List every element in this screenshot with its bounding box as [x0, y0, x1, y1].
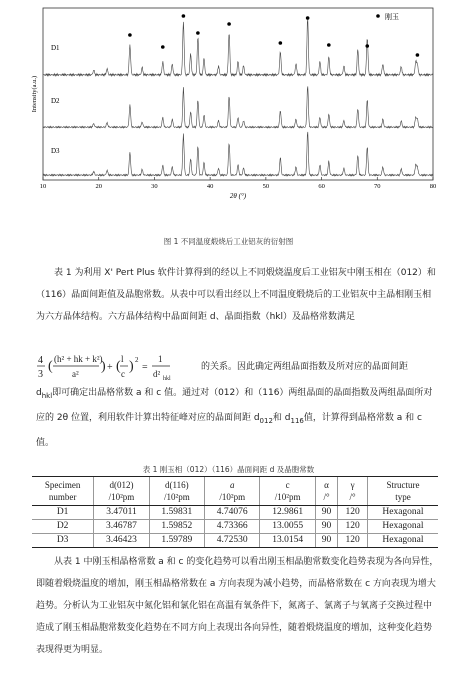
series-line-d1: [43, 19, 433, 76]
trace-label-d1: D1: [51, 44, 60, 52]
table-header-cell: α /°: [315, 477, 337, 506]
x-axis-label: 2θ (°): [229, 192, 247, 200]
xrd-chart: [0, 0, 457, 232]
trace-label-d3: D3: [51, 147, 60, 155]
table-header-cell: d(012) /10²pm: [94, 477, 149, 506]
x-tick-label: 70: [374, 183, 381, 190]
corundum-peak-marker: [279, 41, 283, 45]
svg-text:c: c: [121, 369, 125, 379]
table-cell: Hexagonal: [367, 534, 438, 548]
paragraph-2-sub-116: 116: [290, 416, 304, 425]
table-cell: 3.46787: [94, 520, 149, 534]
table-cell: 12.9861: [260, 506, 315, 520]
paragraph-1-text: 表 1 为利用 X' Pert Plus 软件计算得到的经以上不同煅烧温度后工业铝灰中刚玉相在（012）和（116）晶面间距值及晶胞常数。从表中可以看出经以上不同温度煅烧后的工业铝灰中主晶相刚玉相为六方晶体结构。六方晶体结构中晶面间距 d、晶面指数（hkl）及晶格常数满足: [36, 268, 436, 322]
table-cell: 120: [338, 534, 368, 548]
table-header-cell: Structure type: [367, 477, 438, 506]
svg-text:1: 1: [158, 354, 163, 364]
svg-text:(: (: [116, 359, 121, 374]
formula-image: [36, 350, 201, 384]
x-tick-label: 10: [39, 183, 47, 190]
svg-text:(h² + hk + k²): (h² + hk + k²): [54, 354, 103, 364]
figure-caption: 图 1 不同温度煅烧后工业铝灰的衍射图: [163, 237, 294, 246]
table-cell: D1: [32, 506, 94, 520]
table-cell: 13.0154: [260, 534, 315, 548]
table-cell: 3.47011: [94, 506, 149, 520]
table-cell: 1.59852: [149, 520, 204, 534]
table-caption: 表 1 刚玉相（012）（116）晶面间距 d 及晶胞常数: [142, 465, 315, 474]
table-header-cell: c /10²pm: [260, 477, 315, 506]
table-cell: 120: [338, 506, 368, 520]
paragraph-1: [36, 262, 440, 328]
table-row: [32, 534, 438, 548]
x-tick-label: 50: [262, 183, 270, 190]
table-header-cell: a /10²pm: [205, 477, 260, 506]
paragraph-2-c: 和 d: [272, 412, 291, 423]
plot-frame: [43, 8, 433, 180]
x-tick-label: 80: [429, 183, 437, 190]
paragraph-2-d: 值，计算得到晶格常数 a 和 c 值。: [36, 412, 422, 448]
table-cell: 1.59789: [149, 534, 204, 548]
lattice-table: [32, 476, 438, 548]
svg-text:4: 4: [38, 355, 43, 366]
table-cell: 4.72530: [205, 534, 260, 548]
table-body: [32, 506, 438, 548]
series-line-d2: [43, 86, 433, 128]
paragraph-2-b: 即可确定出晶格常数 a 和 c 值。通过对（012）和（116）两组晶面的晶面指数及两组晶面所对应的 2θ 位置，利用软件计算出特征峰对应的晶面间距 d: [36, 388, 433, 423]
corundum-peak-marker: [227, 22, 231, 26]
corundum-peak-marker: [365, 44, 369, 48]
legend-label: 刚玉: [385, 13, 399, 21]
paragraph-2: [36, 382, 440, 454]
table-header-cell: d(116) /10²pm: [149, 477, 204, 506]
table-cell: 90: [315, 520, 337, 534]
table-cell: 1.59831: [149, 506, 204, 520]
x-tick-label: 30: [151, 183, 158, 190]
svg-text:=: =: [142, 362, 148, 373]
table-row: [32, 506, 438, 520]
x-tick-label: 20: [95, 183, 102, 190]
table-row: [32, 520, 438, 534]
table-cell: Hexagonal: [367, 506, 438, 520]
svg-text:(: (: [48, 359, 53, 374]
corundum-peak-marker: [306, 16, 310, 20]
table-cell: Hexagonal: [367, 520, 438, 534]
svg-text:a²: a²: [72, 369, 79, 379]
series-line-d3: [43, 132, 433, 176]
table-cell: 90: [315, 506, 337, 520]
table-cell: 120: [338, 520, 368, 534]
svg-text:): ): [129, 359, 134, 374]
paragraph-2-a: d: [36, 388, 42, 398]
paragraph-3-text: 从表 1 中刚玉相晶格常数 a 和 c 的变化趋势可以看出刚玉相晶胞常数变化趋势表现为各向异性，即随着煅烧温度的增加，刚玉相晶格常数在 a 方向表现为减小趋势，而晶格常数在 c 方向表现为增大趋势。分析认为工业铝灰中氮化铝和氯化铝在高温有氧条件下，氮离子、氯离子与氧离子交换过程中造成了刚玉相晶胞常数变化趋势在不同方向上表现出各向异性，随着煅烧温度的增加，这种变化趋势表现得更为明显。: [36, 557, 439, 655]
lattice-formula: [36, 350, 440, 382]
table-header-cell: Specimen number: [32, 477, 94, 506]
table-header-row: [32, 477, 438, 506]
table-cell: 90: [315, 534, 337, 548]
table-cell: 4.73366: [205, 520, 260, 534]
svg-text:3: 3: [38, 369, 43, 380]
paragraph-2-a-sub: hkl: [41, 391, 53, 400]
svg-text:d²: d²: [153, 369, 161, 379]
trace-label-d2: D2: [51, 97, 60, 105]
table-cell: 13.0055: [260, 520, 315, 534]
corundum-peak-marker: [128, 33, 132, 37]
svg-text:l: l: [121, 354, 124, 364]
corundum-peak-marker: [416, 53, 420, 57]
paragraph-2-sub-012: 012: [259, 416, 273, 425]
table-cell: 4.74076: [205, 506, 260, 520]
corundum-peak-marker: [196, 31, 200, 35]
corundum-peak-marker: [182, 14, 186, 18]
table-cell: 3.46423: [94, 534, 149, 548]
paragraph-3: [36, 551, 440, 661]
corundum-peak-marker: [327, 43, 331, 47]
table-cell: D2: [32, 520, 94, 534]
x-tick-label: 60: [318, 183, 325, 190]
y-axis-label: Intensity(a.u.): [31, 75, 38, 113]
x-tick-label: 40: [206, 183, 214, 190]
svg-text:): ): [101, 359, 106, 374]
formula-tail-text: 的关系。因此确定两组晶面指数及所对应的晶面间距: [201, 362, 409, 372]
xrd-figure: [0, 0, 457, 232]
svg-text:hkl: hkl: [163, 376, 171, 382]
svg-text:+: +: [107, 362, 113, 373]
table-header-cell: γ /°: [338, 477, 368, 506]
table-cell: D3: [32, 534, 94, 548]
svg-text:2: 2: [135, 356, 139, 364]
legend-marker: [376, 14, 380, 18]
corundum-peak-marker: [161, 45, 165, 49]
